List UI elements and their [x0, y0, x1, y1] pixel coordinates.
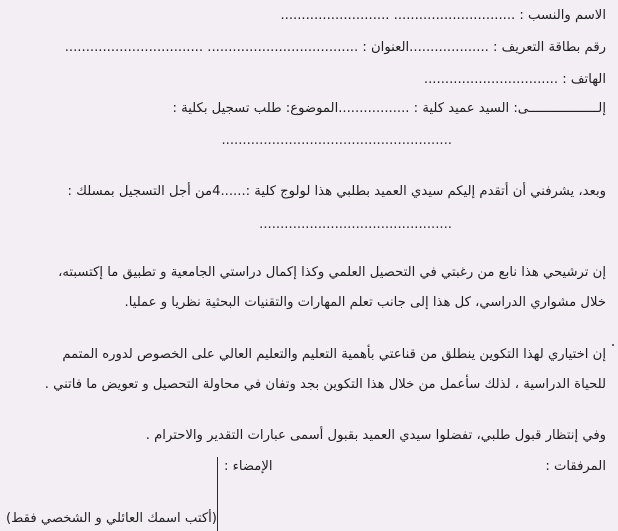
paragraph-1-line-2: خلال مشواري الدراسي، كل هذا إلى جانب تعلم المهارات والتقنيات البحثية نظريا و عمليا.	[124, 295, 606, 310]
margin-mark	[612, 344, 614, 346]
intro-dots: ..............................................	[259, 217, 452, 232]
signature-divider	[217, 457, 218, 531]
phone-line: الهاتف : ................................	[423, 72, 606, 87]
paragraph-2-line-1: إن اختياري لهذا التكوين ينطلق من قناعتي بأهمية التعليم والتعليم العالي على الخصوص لدوره المتمم	[62, 347, 606, 362]
name-field-line: الاسم والنسب : ............................. ..........................	[280, 8, 606, 23]
signature-label: الإمضاء :	[224, 459, 273, 474]
paragraph-2-line-2: للحياة الدراسية ، لذلك سأعمل من خلال هذا التكوين بجد وتفان في محاولة التحصيل و تعويض ما فاتني .	[44, 377, 606, 392]
intro-line: وبعد، يشرفني أن أتقدم إليكم سيدي العميد بطلبي هذا لولوج كلية :......4من أجل التسجيل بمسلك :	[67, 184, 606, 199]
recipient-dots: .......................................................	[221, 133, 452, 148]
paragraph-1-line-1: إن ترشيحي هذا نابع من رغبتي في التحصيل العلمي وكذا إكمال دراستي الجامعية و تطبيق ما إكتسبته،	[58, 265, 606, 280]
closing-line: وفي إنتظار قبول طلبي، تفضلوا سيدي العميد بقبول أسمى عبارات التقدير والاحترام .	[145, 428, 606, 443]
attachments-label: المرفقات :	[545, 459, 606, 474]
signature-note: (أكتب اسمك العائلي و الشخصي فقط)	[6, 511, 217, 526]
id-address-line: رقم بطاقة التعريف : ...................العنوان : .................................... .................................	[64, 40, 606, 55]
recipient-subject-line: إلــــــــــــــــــى: السيد عميد كلية : .................الموضوع: طلب تسجيل بكلية :	[172, 101, 606, 116]
